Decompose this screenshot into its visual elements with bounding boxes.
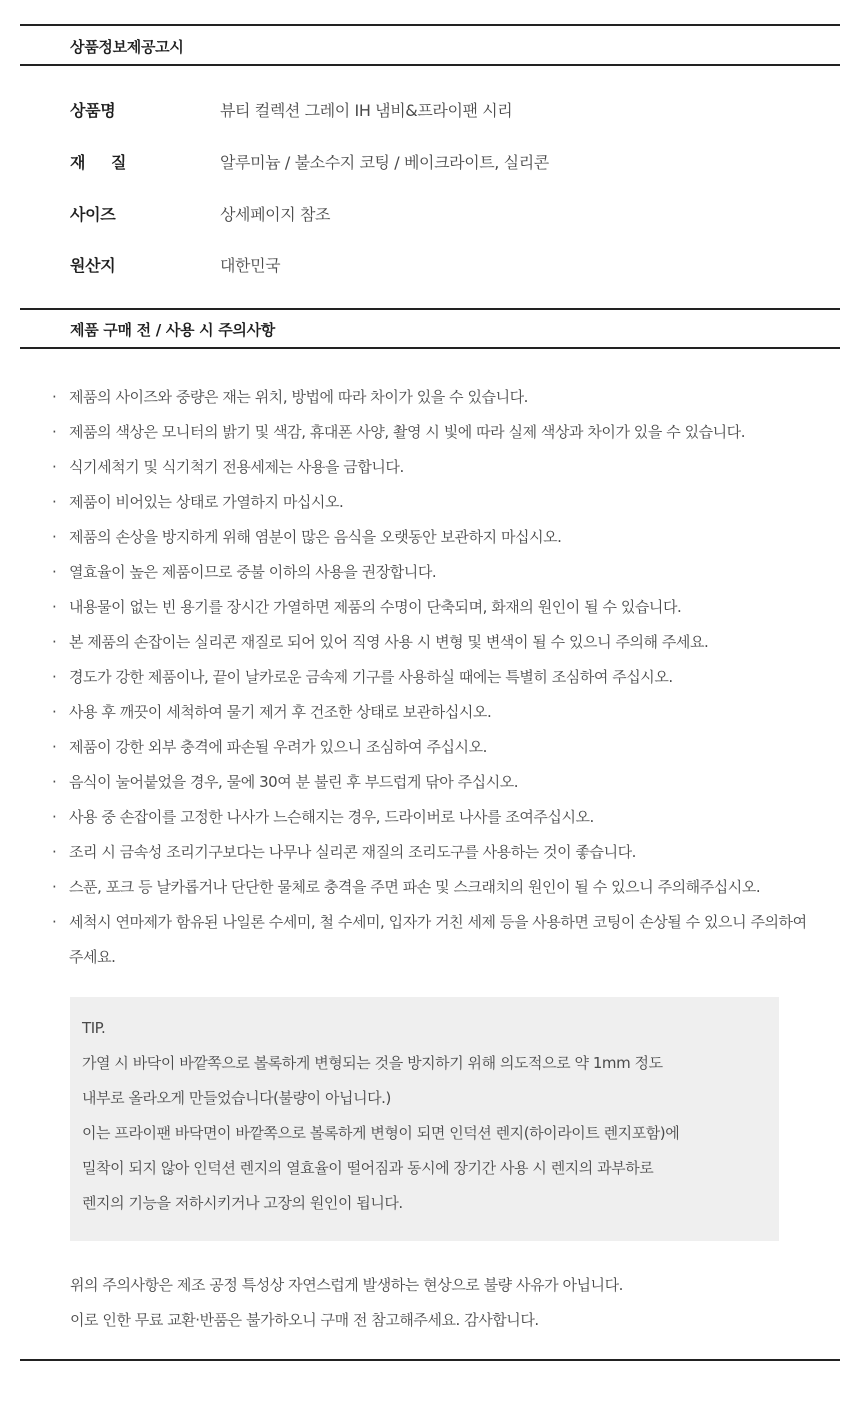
list-item-text: 조리 시 금속성 조리기구보다는 나무나 실리콘 재질의 조리도구를 사용하는 것이 좋습니다. — [69, 843, 636, 861]
list-item — [52, 660, 822, 695]
bullet-dot: · — [52, 388, 57, 406]
tip-content — [82, 1011, 772, 1221]
list-item-text: 본 제품의 손잡이는 실리콘 재질로 되어 있어 직영 사용 시 변형 및 변색이 될 수 있으니 주의해 주세요. — [69, 633, 709, 651]
list-item — [52, 380, 822, 415]
list-item-text: 제품이 강한 외부 충격에 파손될 우려가 있으니 조심하여 주십시오. — [69, 738, 487, 756]
bullet-dot: · — [52, 913, 57, 931]
list-item — [52, 905, 809, 975]
info-row-origin — [70, 252, 810, 276]
info-label: 사이즈 — [70, 204, 116, 224]
tip-line: 렌지의 기능을 저하시키거나 고장의 원인이 됩니다. — [82, 1194, 403, 1212]
list-item-text: 내용물이 없는 빈 용기를 장시간 가열하면 제품의 수명이 단축되며, 화재의 원인이 될 수 있습니다. — [69, 598, 682, 616]
list-item — [52, 870, 822, 905]
bullet-dot: · — [52, 878, 57, 896]
list-item — [52, 485, 822, 520]
list-item — [52, 625, 822, 660]
tip-heading: TIP. — [82, 1019, 106, 1037]
precautions-top-divider — [20, 308, 840, 310]
info-row-product-name — [70, 97, 810, 121]
list-item-text: 경도가 강한 제품이나, 끝이 날카로운 금속제 기구를 사용하실 때에는 특별히 조심하여 주십시오. — [69, 668, 673, 686]
bullet-dot: · — [52, 808, 57, 826]
bullet-dot: · — [52, 598, 57, 616]
bullet-dot: · — [52, 458, 57, 476]
top-divider — [20, 24, 840, 26]
list-item-text: 사용 중 손잡이를 고정한 나사가 느슨해지는 경우, 드라이버로 나사를 조여주십시오. — [69, 808, 594, 826]
precautions-header-divider — [20, 347, 840, 349]
bullet-dot: · — [52, 633, 57, 651]
list-item — [52, 450, 822, 485]
info-label: 재 질 — [70, 152, 137, 172]
list-item — [52, 520, 822, 555]
product-info-title: 상품정보제공고시 — [70, 38, 184, 56]
list-item-text: 열효율이 높은 제품이므로 중불 이하의 사용을 권장합니다. — [69, 563, 437, 581]
list-item-text: 제품의 색상은 모니터의 밝기 및 색감, 휴대폰 사양, 촬영 시 빛에 따라 실제 색상과 차이가 있을 수 있습니다. — [69, 423, 746, 441]
bullet-dot: · — [52, 528, 57, 546]
closing-line: 이로 인한 무료 교환·반품은 불가하오니 구매 전 참고해주세요. 감사합니다. — [70, 1311, 539, 1329]
list-item — [52, 765, 822, 800]
list-item-text: 사용 후 깨끗이 세척하여 물기 제거 후 건조한 상태로 보관하십시오. — [69, 703, 492, 721]
tip-line: 이는 프라이팬 바닥면이 바깥쪽으로 볼록하게 변형이 되면 인덕션 렌지(하이라이트 렌지포함)에 — [82, 1124, 680, 1142]
list-item — [52, 695, 822, 730]
info-label: 원산지 — [70, 255, 116, 275]
list-item — [52, 800, 822, 835]
bullet-dot: · — [52, 703, 57, 721]
tip-box — [70, 997, 779, 1241]
list-item-text: 제품의 손상을 방지하게 위해 염분이 많은 음식을 오랫동안 보관하지 마십시오. — [69, 528, 562, 546]
info-value: 상세페이지 참조 — [220, 204, 331, 224]
info-value: 알루미늄 / 불소수지 코팅 / 베이크라이트, 실리콘 — [220, 152, 549, 172]
bottom-divider — [20, 1359, 840, 1361]
list-item — [52, 415, 822, 450]
tip-line: 밀착이 되지 않아 인덕션 렌지의 열효율이 떨어짐과 동시에 장기간 사용 시 렌지의 과부하로 — [82, 1159, 654, 1177]
list-item — [52, 555, 822, 590]
list-item-text: 제품의 사이즈와 중량은 재는 위치, 방법에 따라 차이가 있을 수 있습니다. — [69, 388, 528, 406]
precautions-list — [52, 380, 822, 975]
list-item-text: 스푼, 포크 등 날카롭거나 단단한 물체로 충격을 주면 파손 및 스크래치의 원인이 될 수 있으니 주의해주십시오. — [69, 878, 761, 896]
tip-line: 내부로 올라오게 만들었습니다(불량이 아닙니다.) — [82, 1089, 391, 1107]
info-row-size — [70, 201, 810, 225]
list-item-text: 식기세척기 및 식기척기 전용세제는 사용을 금합니다. — [69, 458, 404, 476]
list-item-text: 세척시 연마제가 함유된 나일론 수세미, 철 수세미, 입자가 거친 세제 등을 사용하면 코팅이 손상될 수 있으니 주의하여 주세요. — [69, 913, 807, 966]
info-value: 대한민국 — [220, 255, 281, 275]
list-item — [52, 835, 822, 870]
bullet-dot: · — [52, 773, 57, 791]
bullet-dot: · — [52, 563, 57, 581]
list-item — [52, 590, 822, 625]
info-label: 상품명 — [70, 100, 116, 120]
product-info-header-divider — [20, 64, 840, 66]
closing-line: 위의 주의사항은 제조 공정 특성상 자연스럽게 발생하는 현상으로 불량 사유가 아닙니다. — [70, 1276, 623, 1294]
closing-notice — [70, 1268, 810, 1338]
bullet-dot: · — [52, 668, 57, 686]
info-row-material — [70, 149, 810, 173]
info-value: 뷰티 컬렉션 그레이 IH 냄비&프라이팬 시리 — [220, 100, 513, 120]
bullet-dot: · — [52, 843, 57, 861]
list-item — [52, 730, 822, 765]
tip-line: 가열 시 바닥이 바깥쪽으로 볼록하게 변형되는 것을 방지하기 위해 의도적으로 약 1mm 정도 — [82, 1054, 663, 1072]
bullet-dot: · — [52, 423, 57, 441]
precautions-title: 제품 구매 전 / 사용 시 주의사항 — [70, 321, 275, 339]
list-item-text: 음식이 눌어붙었을 경우, 물에 30여 분 불린 후 부드럽게 닦아 주십시오. — [69, 773, 519, 791]
bullet-dot: · — [52, 493, 57, 511]
list-item-text: 제품이 비어있는 상태로 가열하지 마십시오. — [69, 493, 344, 511]
bullet-dot: · — [52, 738, 57, 756]
